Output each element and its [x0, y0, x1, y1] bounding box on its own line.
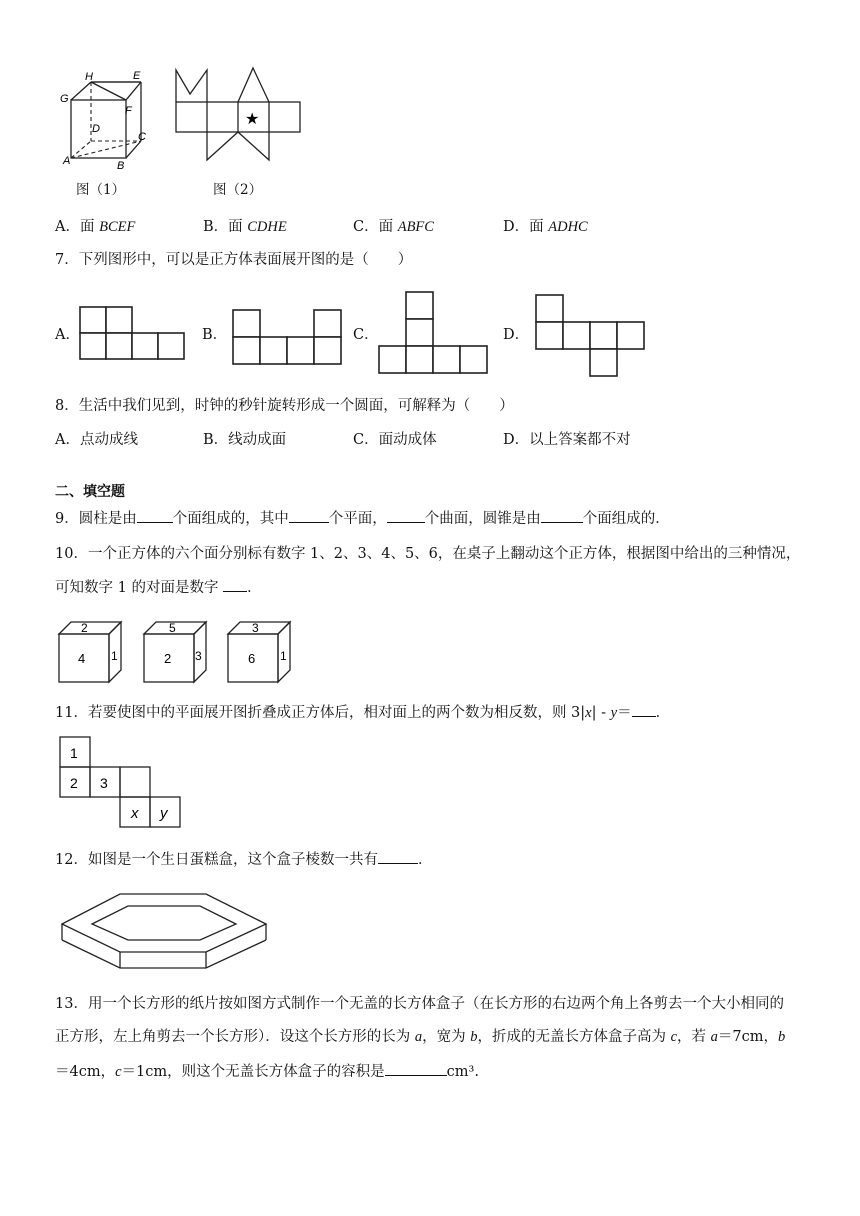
figure-caption-1: 图（1）: [76, 182, 126, 198]
q11-stem: 11．若要使图中的平面展开图折叠成正方体后，相对面上的两个数为相反数，则 3|x| - y＝ ．: [55, 702, 670, 723]
q10-cube-3: [226, 620, 296, 684]
net-cell-1: 1: [70, 745, 78, 761]
q11-net: [58, 735, 184, 831]
cube2-top-number: 5: [169, 621, 176, 635]
q7-option-b-net[interactable]: [231, 308, 343, 366]
q7-option-c-label[interactable]: C．: [353, 327, 379, 343]
q8-option-d[interactable]: D．以上答案都不对: [503, 432, 631, 448]
q12-blank[interactable]: [378, 849, 418, 864]
cube1-front-number: 4: [78, 651, 86, 666]
cube-label-e: E: [133, 70, 141, 82]
q9-blank-1[interactable]: [137, 508, 173, 523]
cube-label-f: F: [125, 105, 132, 117]
q10-line-1: 10．一个正方体的六个面分别标有数字 1、2、3、4、5、6，在桌子上翻动这个正方体，根据图中给出的三种情况，: [55, 546, 801, 562]
cube1-top-number: 2: [81, 621, 88, 635]
q6-option-a[interactable]: A．面 BCEF: [55, 219, 136, 235]
cube-label-d: D: [92, 123, 100, 135]
q13-line-1: 13．用一个长方形的纸片按如图方式制作一个无盖的长方体盒子（在长方形的右边两个角上各剪去一个大小相同的: [55, 996, 784, 1012]
cube-label-b: B: [117, 160, 125, 172]
q13-blank[interactable]: [385, 1061, 447, 1076]
cube-label-h: H: [85, 71, 93, 83]
q6-option-d[interactable]: D．面 ADHC: [503, 219, 588, 235]
q8-option-a[interactable]: A．点动成线: [55, 432, 138, 448]
q9-blank-2[interactable]: [289, 508, 329, 523]
section-heading-fill-in: 二、填空题: [55, 484, 125, 500]
cube2-front-number: 2: [164, 651, 172, 666]
cube-label-c: C: [138, 131, 146, 143]
q8-stem: 8．生活中我们见到，时钟的秒针旋转形成一个圆面，可解释为（ ）: [55, 398, 514, 414]
q10-line-2: 可知数字 1 的对面是数字 ．: [55, 577, 262, 598]
q10-blank[interactable]: [223, 577, 247, 592]
q7-option-a-label[interactable]: A．: [55, 327, 80, 343]
net-cell-3: 3: [100, 775, 108, 791]
q12-stem: 12．如图是一个生日蛋糕盒，这个盒子棱数一共有 ．: [55, 849, 432, 870]
q7-option-a-net[interactable]: [78, 305, 190, 361]
q7-option-d-label[interactable]: D．: [503, 327, 530, 343]
q8-option-b[interactable]: B．线动成面: [203, 432, 287, 448]
q7-stem: 7．下列图形中，可以是正方体表面展开图的是（ ）: [55, 252, 413, 268]
q9-blank-3[interactable]: [387, 508, 425, 523]
q8-option-c[interactable]: C．面动成体: [353, 432, 437, 448]
cube3-top-number: 3: [252, 621, 259, 635]
q9-blank-4[interactable]: [541, 508, 583, 523]
cube1-side-number: 1: [111, 649, 118, 663]
cube-label-g: G: [60, 93, 69, 105]
net-cell-y: y: [160, 805, 168, 822]
net-cell-x: x: [131, 805, 139, 822]
cube3-front-number: 6: [248, 651, 256, 666]
q7-option-d-net[interactable]: [534, 293, 648, 379]
q10-cube-1: [57, 620, 127, 684]
q13-line-3: ＝4cm，c＝1cm，则这个无盖长方体盒子的容积是 cm³.: [55, 1061, 479, 1082]
net-figure-2: [170, 64, 310, 164]
cake-box-figure: [58, 890, 270, 974]
net-cell-2: 2: [70, 775, 78, 791]
q6-option-b[interactable]: B．面 CDHE: [203, 219, 287, 235]
q9-stem: 9．圆柱是由 个面组成的，其中 个平面， 个曲面，圆锥是由 个面组成的．: [55, 508, 670, 529]
q6-option-c[interactable]: C．面 ABFC: [353, 219, 434, 235]
figure-caption-2: 图（2）: [213, 182, 263, 198]
q11-blank[interactable]: [632, 702, 656, 717]
cube-label-a: A: [63, 155, 71, 167]
q13-line-2: 正方形，左上角剪去一个长方形）．设这个长方形的长为 a，宽为 b，折成的无盖长方体盒子高为 c，若 a＝7cm，b: [55, 1029, 786, 1045]
q7-option-c-net[interactable]: [377, 290, 491, 374]
q10-cube-2: [142, 620, 212, 684]
cube3-side-number: 1: [280, 649, 287, 663]
cube-figure-1: [55, 66, 165, 176]
star-icon: ★: [245, 111, 260, 128]
cube2-side-number: 3: [195, 649, 202, 663]
q7-option-b-label[interactable]: B．: [202, 327, 228, 343]
